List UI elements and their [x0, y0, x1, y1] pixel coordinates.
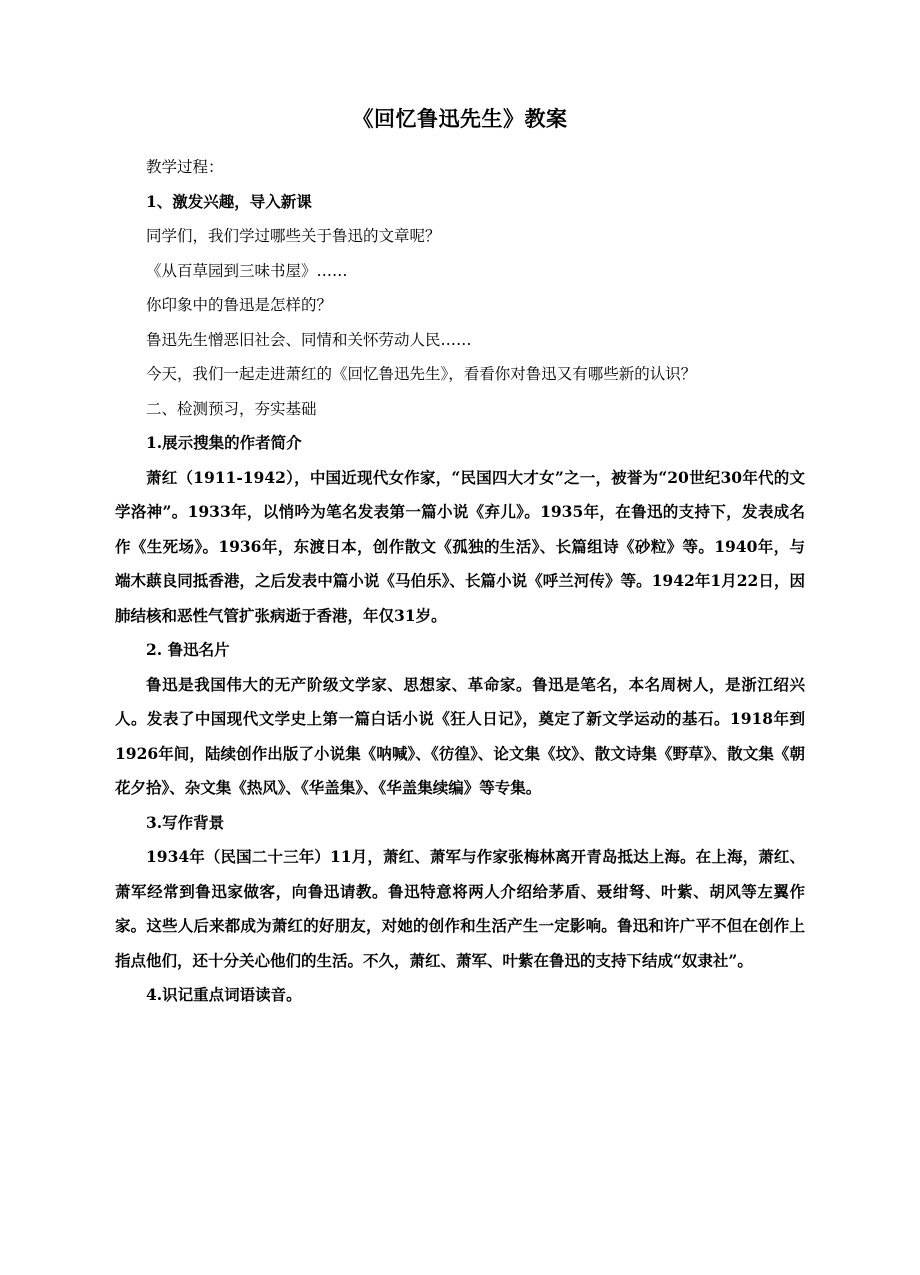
paragraph-question-impression: 你印象中的鲁迅是怎样的？	[146, 296, 333, 314]
document-title: 《回忆鲁迅先生》教案	[352, 106, 568, 131]
paragraph-introduction: 今天，我们一起走进萧红的《回忆鲁迅先生》，看看你对鲁迅又有哪些新的认识？	[146, 365, 697, 383]
paragraph-impression-answer: 鲁迅先生憎恶旧社会、同情和关怀劳动人民……	[146, 330, 472, 349]
subheading-author-intro: 1.展示搜集的作者简介	[146, 433, 302, 452]
paragraph-lu-xun-card: 鲁迅是我国伟大的无产阶级文学家、思想家、革命家。鲁迅是笔名，本名周树人，是浙江绍兴人。发表了中国现代文学史上第一篇白话小说《狂人日记》，奠定了新文学运动的基石。1918年到1926年间，陆续创作出版了小说集《呐喊》、《彷徨》、论文集《坟》、散文诗集《野草》、散文集《朝花夕拾》、杂文集《热风》、《华盖集》、《华盖集续编》等专集。	[115, 674, 805, 797]
paragraph-writing-background: 1934年（民国二十三年）11月，萧红、萧军与作家张梅林离开青岛抵达上海。在上海，萧红、萧军经常到鲁迅家做客，向鲁迅请教。鲁迅特意将两人介绍给茅盾、聂绀弩、叶紫、胡风等左翼作家。这些人后来都成为萧红的好朋友，对她的创作和生活产生一定影响。鲁迅和许广平不但在创作上指点他们，还十分关心他们的生活。不久，萧红、萧军、叶紫在鲁迅的支持下结成“奴隶社”。	[115, 847, 805, 970]
section-heading-2: 二、检测预习，夯实基础	[146, 399, 317, 418]
section-heading-1: 1、激发兴趣，导入新课	[146, 191, 312, 211]
subheading-lu-xun-card: 2. 鲁迅名片	[146, 640, 230, 659]
paragraph-article-example: 《从百草园到三味书屋》……	[146, 261, 348, 280]
paragraph-teaching-process: 教学过程：	[146, 158, 224, 176]
paragraph-question-articles: 同学们，我们学过哪些关于鲁迅的文章呢？	[146, 227, 441, 245]
paragraph-author-intro: 萧红（1911-1942），中国近现代女作家，“民国四大才女”之一，被誉为“20世纪30年代的文学洛神”。1933年，以悄吟为笔名发表第一篇小说《弃儿》。1935年，在鲁迅的支持下，发表成名作《生死场》。1936年，东渡日本，创作散文《孤独的生活》、长篇组诗《砂粒》等。1940年，与端木蕻良同抵香港，之后发表中篇小说《马伯乐》、长篇小说《呼兰河传》等。1942年1月22日，因肺结核和恶性气管扩张病逝于香港，年仅31岁。	[115, 467, 805, 625]
document-body	[115, 150, 805, 1013]
subheading-key-words: 4.识记重点词语读音。	[146, 985, 302, 1004]
subheading-writing-background: 3.写作背景	[146, 812, 225, 832]
